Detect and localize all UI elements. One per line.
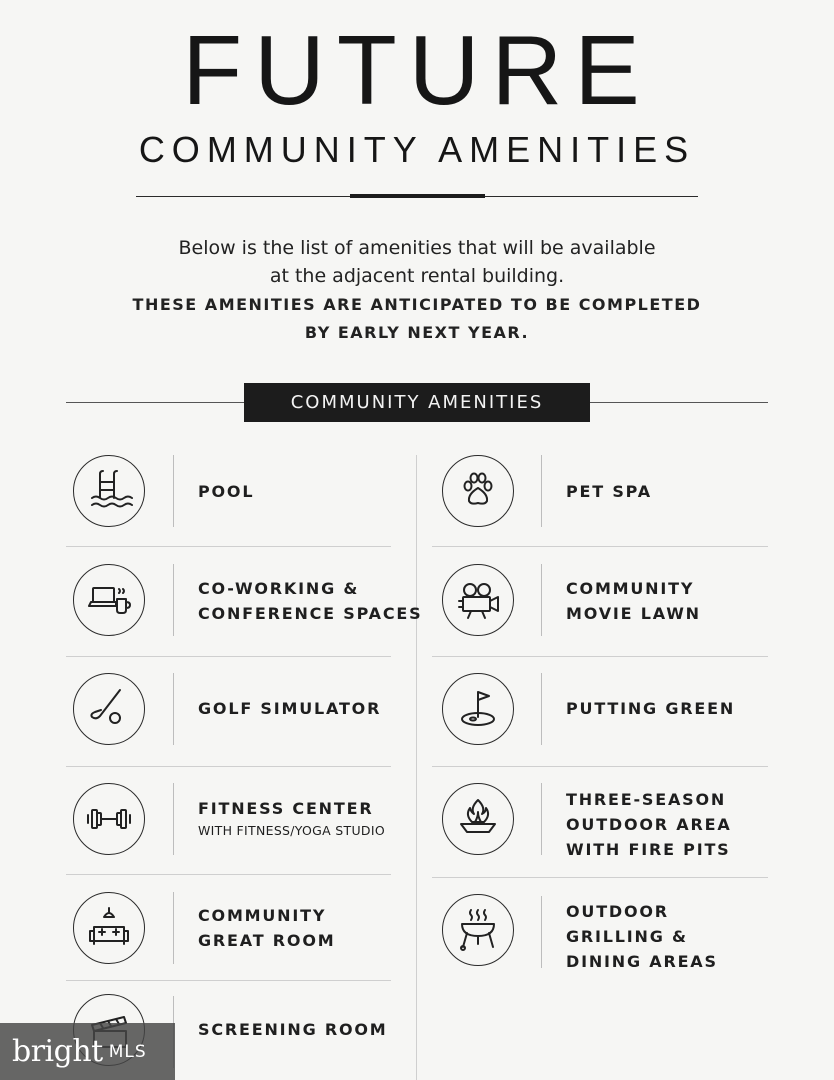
intro-line-1: Below is the list of amenities that will be available	[178, 237, 656, 259]
intro-line-2: at the adjacent rental building.	[269, 265, 565, 287]
amenity-label-grilling: OUTDOOR GRILLING & DINING AREAS	[566, 902, 718, 971]
column-divider	[416, 455, 417, 1080]
row-vline	[541, 783, 542, 855]
row-separator	[432, 546, 768, 547]
golf-club-icon	[73, 673, 145, 745]
amenity-label-screening: SCREENING ROOM	[198, 1020, 388, 1039]
bright-mls-watermark	[0, 1023, 175, 1080]
fire-pit-icon	[442, 783, 514, 855]
page-subtitle: COMMUNITY AMENITIES	[138, 129, 696, 170]
row-separator	[432, 656, 768, 657]
grill-icon	[442, 894, 514, 966]
banner-rule-left	[66, 402, 244, 403]
amenity-label-movie-lawn: COMMUNITY MOVIE LAWN	[566, 579, 701, 623]
amenity-label-pet-spa: PET SPA	[566, 482, 652, 501]
row-separator	[432, 877, 768, 878]
putting-flag-icon	[442, 673, 514, 745]
row-vline	[173, 673, 174, 745]
row-vline	[173, 783, 174, 855]
row-separator	[66, 766, 391, 767]
row-separator	[66, 980, 391, 981]
sofa-lamp-icon	[73, 892, 145, 964]
pool-ladder-icon	[73, 455, 145, 527]
amenity-label-fitness: FITNESS CENTER WITH FITNESS/YOGA STUDIO	[198, 796, 385, 841]
page-title: FUTURE	[182, 15, 652, 125]
laptop-coffee-icon	[73, 564, 145, 636]
row-vline	[173, 455, 174, 527]
row-separator	[432, 766, 768, 767]
row-separator	[66, 656, 391, 657]
row-vline	[541, 455, 542, 527]
amenity-label-golf: GOLF SIMULATOR	[198, 699, 382, 718]
banner-rule-right	[590, 402, 768, 403]
watermark-suffix: MLS	[108, 1041, 147, 1062]
amenity-label-co-working: CO-WORKING & CONFERENCE SPACES	[198, 579, 423, 623]
paw-print-icon	[442, 455, 514, 527]
amenity-label-putting-green: PUTTING GREEN	[566, 699, 736, 718]
amenity-label-pool: POOL	[198, 482, 255, 501]
row-vline	[541, 896, 542, 968]
header-divider-accent	[350, 194, 485, 198]
row-vline	[173, 564, 174, 636]
movie-camera-icon	[442, 564, 514, 636]
row-vline	[541, 564, 542, 636]
section-banner: COMMUNITY AMENITIES	[244, 383, 590, 422]
row-separator	[66, 546, 391, 547]
amenity-label-fire-pits: THREE-SEASON OUTDOOR AREA WITH FIRE PITS	[566, 790, 732, 859]
intro-line-4: BY EARLY NEXT YEAR.	[304, 323, 530, 342]
row-separator	[66, 874, 391, 875]
watermark-brand: bright	[12, 1034, 103, 1069]
amenity-label-great-room: COMMUNITY GREAT ROOM	[198, 906, 336, 950]
row-vline	[541, 673, 542, 745]
amenity-sublabel-fitness: WITH FITNESS/YOGA STUDIO	[198, 823, 385, 838]
dumbbell-icon	[73, 783, 145, 855]
intro-line-3: THESE AMENITIES ARE ANTICIPATED TO BE COMPLETED	[132, 295, 702, 314]
row-vline	[173, 892, 174, 964]
